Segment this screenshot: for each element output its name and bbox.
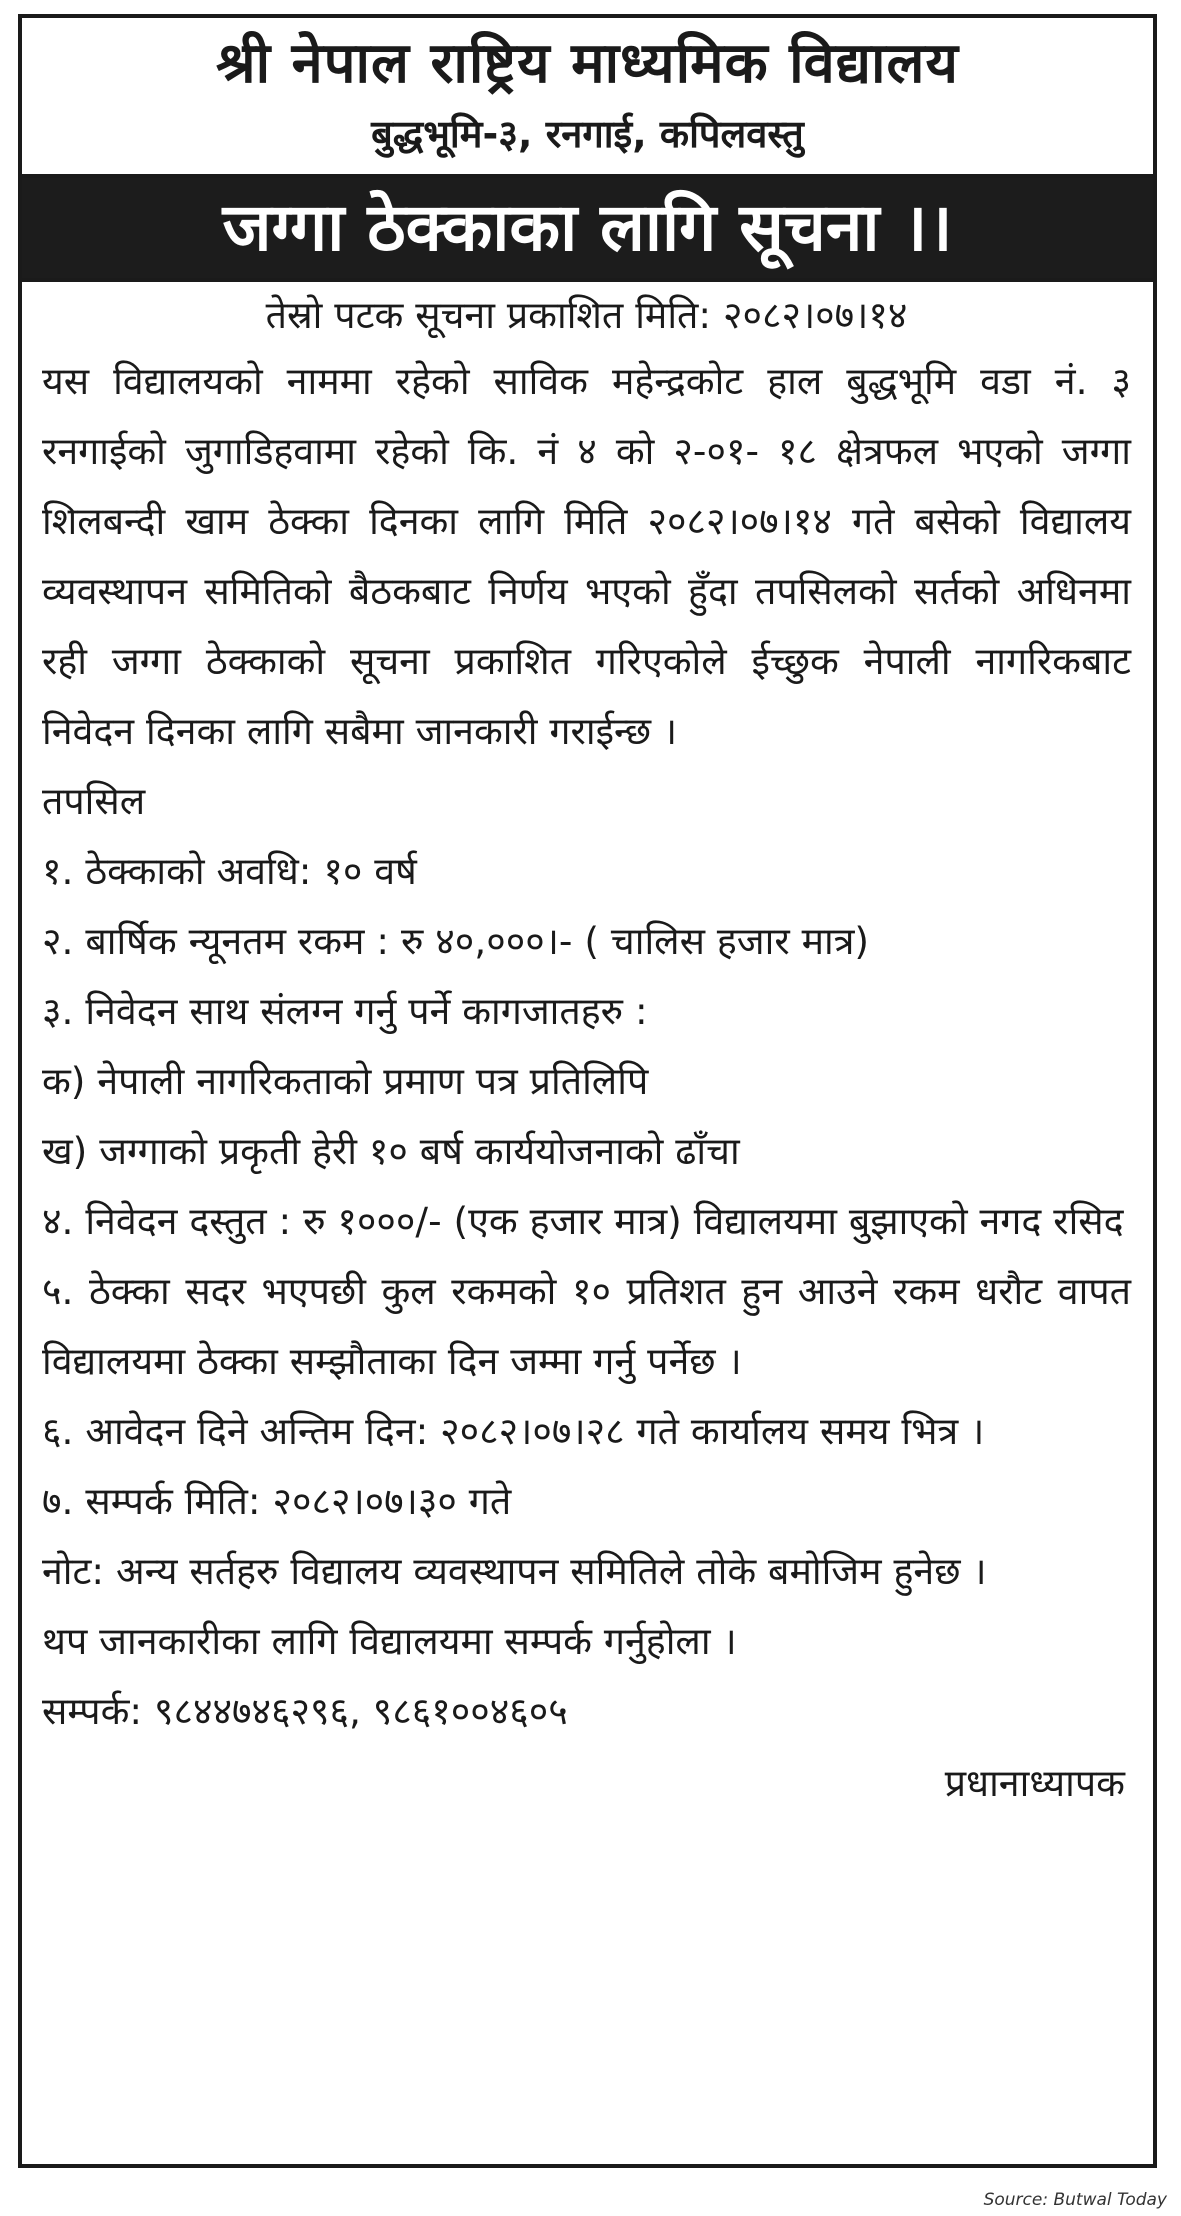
publication-date: तेस्रो पटक सूचना प्रकाशित मिति: २०८२।०७।१४ [265, 293, 908, 337]
notice-content [22, 284, 1153, 1818]
notice-title-banner [22, 174, 1153, 282]
list-item: ६. आवेदन दिने अन्तिम दिन: २०८२।०७।२८ गते कार्यालय समय भित्र । [42, 1409, 985, 1453]
source-credit: Source: Butwal Today [983, 2190, 1167, 2210]
more-info: थप जानकारीका लागि विद्यालयमा सम्पर्क गर्नुहोला । [42, 1619, 737, 1663]
list-item: ३. निवेदन साथ संलग्न गर्नु पर्ने कागजातहरु : [42, 989, 648, 1033]
list-item: ७. सम्पर्क मिति: २०८२।०७।३० गते [42, 1479, 512, 1523]
note: नोट: अन्य सर्तहरु विद्यालय व्यवस्थापन समितिले तोके बमोजिम हुनेछ । [42, 1549, 987, 1593]
list-item: ५. ठेक्का सदर भएपछी कुल रकमको १० प्रतिशत हुन आउने रकम धरौट वापत विद्यालयमा ठेक्का सम्झौताका दिन जम्मा गर्नु पर्नेछ । [42, 1269, 1131, 1383]
list-item: ख) जग्गाको प्रकृती हेरी १० बर्ष कार्ययोजनाको ढाँचा [42, 1129, 740, 1173]
school-name: श्री नेपाल राष्ट्रिय माध्यमिक विद्यालय [216, 31, 959, 96]
contact-numbers: सम्पर्क: ९८४४७४६२९६, ९८६१००४६०५ [42, 1689, 568, 1733]
notice-frame [18, 14, 1157, 2168]
school-address: बुद्धभूमि-३, रनगाई, कपिलवस्तु [371, 112, 804, 156]
tapasil-heading: तपसिल [42, 779, 146, 823]
notice-title: जग्गा ठेक्काका लागि सूचना ।। [222, 189, 953, 266]
list-item: क) नेपाली नागरिकताको प्रमाण पत्र प्रतिलिपि [42, 1059, 649, 1103]
signature: प्रधानाध्यापक [944, 1761, 1125, 1805]
list-item: ४. निवेदन दस्तुत : रु १०००/- (एक हजार मात्र) विद्यालयमा बुझाएको नगद रसिद [42, 1199, 1124, 1243]
list-item: २. बार्षिक न्यूनतम रकम : रु ४०,०००।- ( चालिस हजार मात्र) [42, 919, 870, 963]
list-item: १. ठेक्काको अवधि: १० वर्ष [42, 849, 417, 893]
notice-body: यस विद्यालयको नाममा रहेको साविक महेन्द्रकोट हाल बुद्धभूमि वडा नं. ३ रनगाईको जुगाडिहवामा रहेको कि. नं ४ को २-०१- १८ क्षेत्रफल भएको जग्गा शिलबन्दी खाम ठेक्का दिनका लागि मिति २०८२।०७।१४ गते बसेको विद्यालय व्यवस्थापन समितिको बैठकबाट निर्णय भएको हुँदा तपसिलको सर्तको अधिनमा रही जग्गा ठेक्काको सूचना प्रकाशित गरिएकोले ईच्छुक नेपाली नागरिकबाट निवेदन दिनका लागि सबैमा जानकारी गराईन्छ । [42, 359, 1131, 753]
